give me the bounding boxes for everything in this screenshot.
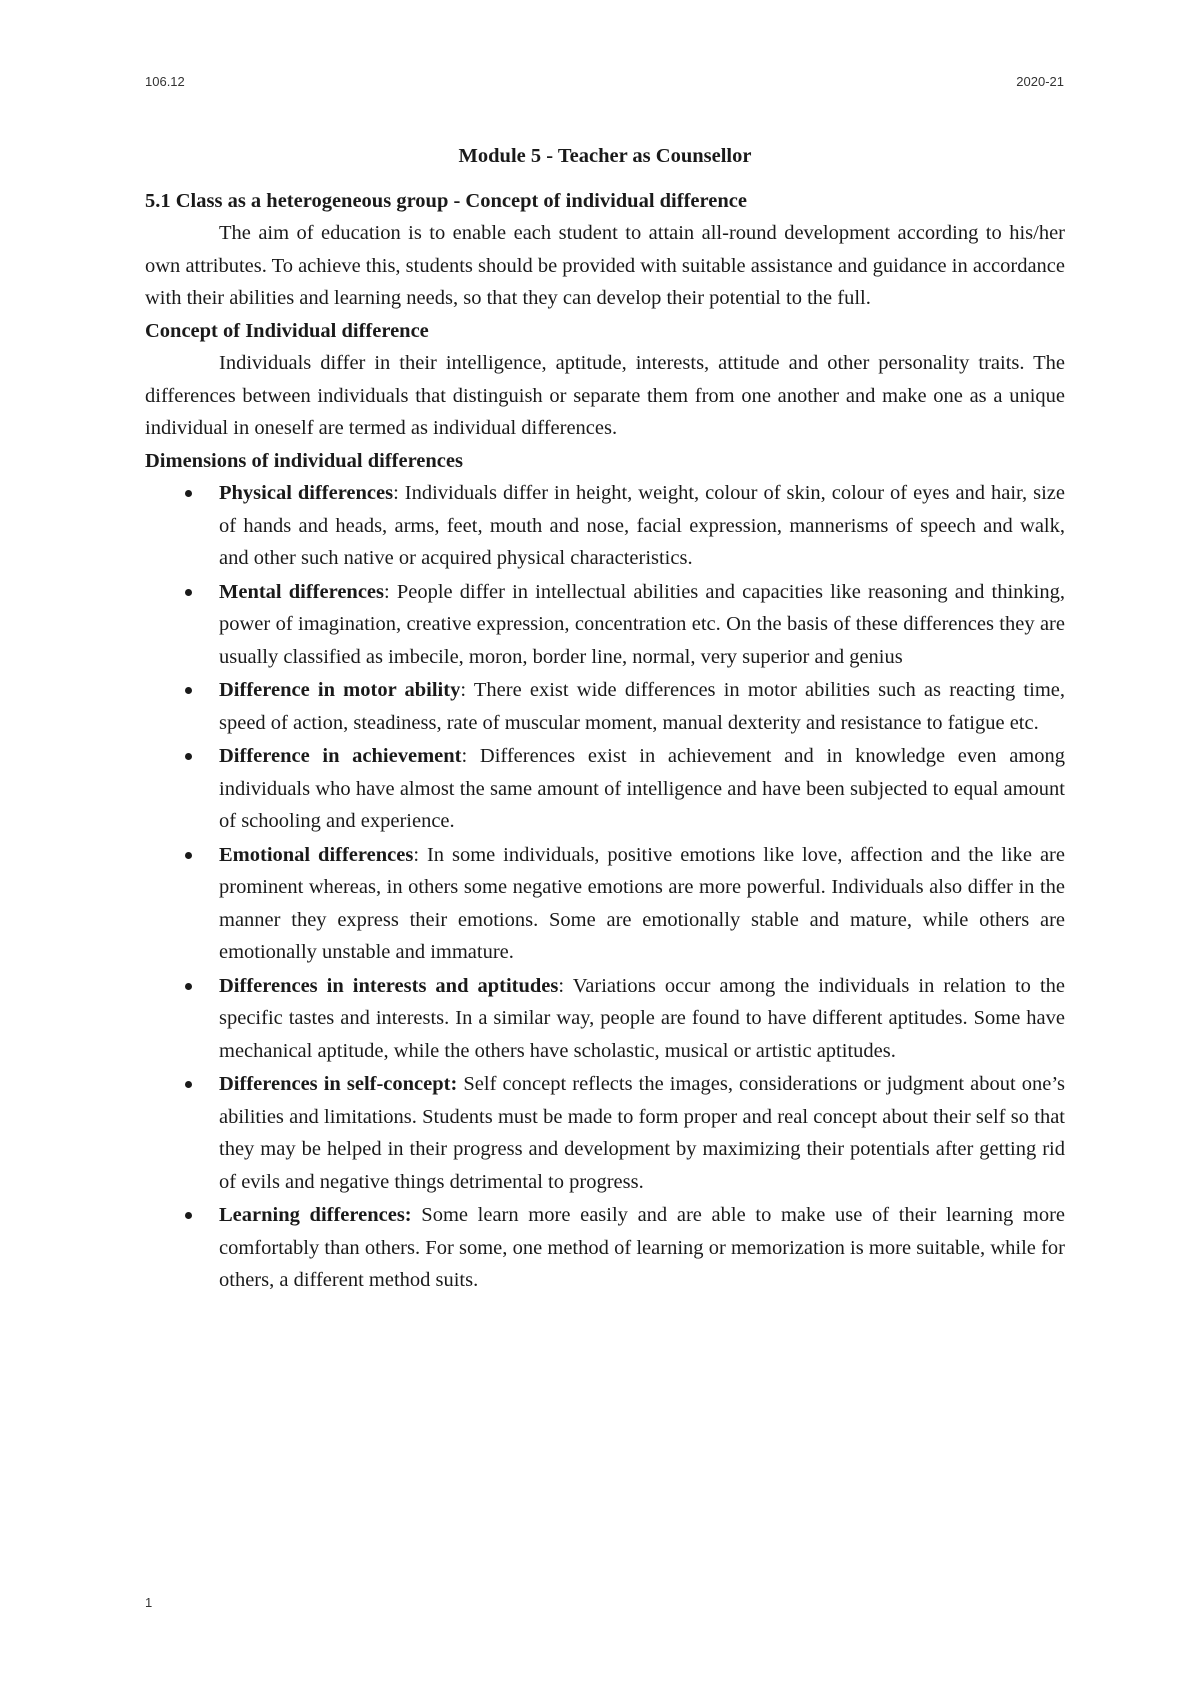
dimensions-heading: Dimensions of individual differences — [145, 449, 463, 472]
concept-heading: Concept of Individual difference — [145, 319, 429, 342]
intro-paragraph: The aim of education is to enable each student to attain all-round development according to his/her own attributes. To achieve this, students should be provided with suitable assistance and guidance in accordance with their abilities and learning needs, so that they can develop their potential to the full. — [145, 222, 1065, 309]
bullet-icon — [185, 983, 192, 990]
list-item-text: : Individuals differ in height, weight, colour of skin, colour of eyes and hair, size of hands and heads, arms, feet, mouth and nose, facial expression, mannerisms of speech and walk, and other such native or acquired physical characteristics. — [219, 482, 1065, 569]
list-item — [145, 674, 1065, 739]
list-item-text: Self concept reflects the images, considerations or judgment about one’s abilities and limitations. Students must be made to form proper and real concept about their self so that they may be helped in their progress and development by maximizing their potentials after getting rid of evils and negative things detrimental to progress. — [219, 1073, 1065, 1193]
section-heading: 5.1 Class as a heterogeneous group - Concept of individual difference — [145, 189, 747, 212]
list-item — [145, 970, 1065, 1068]
bullet-icon — [185, 852, 192, 859]
bullet-icon — [185, 1212, 192, 1219]
list-item-term: Difference in achievement — [219, 745, 462, 767]
dimensions-list — [145, 477, 1065, 1297]
list-item-text: : There exist wide differences in motor abilities such as reacting time, speed of action, steadiness, rate of muscular moment, manual dexterity and resistance to fatigue etc. — [219, 679, 1065, 734]
list-item-text: : In some individuals, positive emotions like love, affection and the like are prominent whereas, in others some negative emotions are more powerful. Individuals also differ in the manner they express their emotions. Some are emotionally stable and mature, while others are emotionally unstable and immature. — [219, 843, 1065, 963]
document-body — [145, 140, 1065, 1298]
list-item-term: Physical differences — [219, 482, 394, 504]
concept-paragraph: Individuals differ in their intelligence, aptitude, interests, attitude and other personality traits. The differences between individuals that distinguish or separate them from one another and make one as a unique individual in oneself are termed as individual differences. — [145, 352, 1065, 439]
list-item-text: Some learn more easily and are able to make use of their learning more comfortably than others. For some, one method of learning or memorization is more suitable, while for others, a different method suits. — [219, 1204, 1065, 1291]
list-item — [145, 1068, 1065, 1198]
list-item — [145, 740, 1065, 838]
list-item-term: Learning differences: — [219, 1204, 412, 1226]
bullet-icon — [185, 687, 192, 694]
list-item-text: : Differences exist in achievement and in knowledge even among individuals who have almost the same amount of intelligence and have been subjected to equal amount of schooling and experience. — [219, 745, 1065, 832]
list-item — [145, 576, 1065, 674]
bullet-icon — [185, 753, 192, 760]
list-item-term: Emotional differences — [219, 843, 414, 866]
list-item-text: : Variations occur among the individuals in relation to the specific tastes and interests. In a similar way, people are found to have different aptitudes. Some have mechanical aptitude, while the others have scholastic, musical or artistic aptitudes. — [219, 974, 1065, 1062]
list-item-term: Mental differences — [219, 580, 385, 603]
list-item — [145, 477, 1065, 575]
header-academic-year: 2020-21 — [1016, 74, 1064, 89]
list-item-text: : People differ in intellectual abilities and capacities like reasoning and thinking, power of imagination, creative expression, concentration etc. On the basis of these differences they are usually classified as imbecile, moron, border line, normal, very superior and genius — [219, 580, 1066, 668]
header-course-code: 106.12 — [145, 74, 185, 89]
list-item-term: Difference in motor ability — [219, 679, 461, 701]
bullet-icon — [185, 490, 192, 497]
list-item — [145, 839, 1065, 969]
document-title: Module 5 - Teacher as Counsellor — [458, 145, 752, 167]
page-number: 1 — [145, 1595, 153, 1610]
bullet-icon — [185, 1081, 192, 1088]
list-item-term: Differences in interests and aptitudes — [219, 974, 559, 997]
list-item — [145, 1199, 1065, 1297]
list-item-term: Differences in self-concept: — [219, 1073, 458, 1095]
bullet-icon — [185, 589, 192, 596]
